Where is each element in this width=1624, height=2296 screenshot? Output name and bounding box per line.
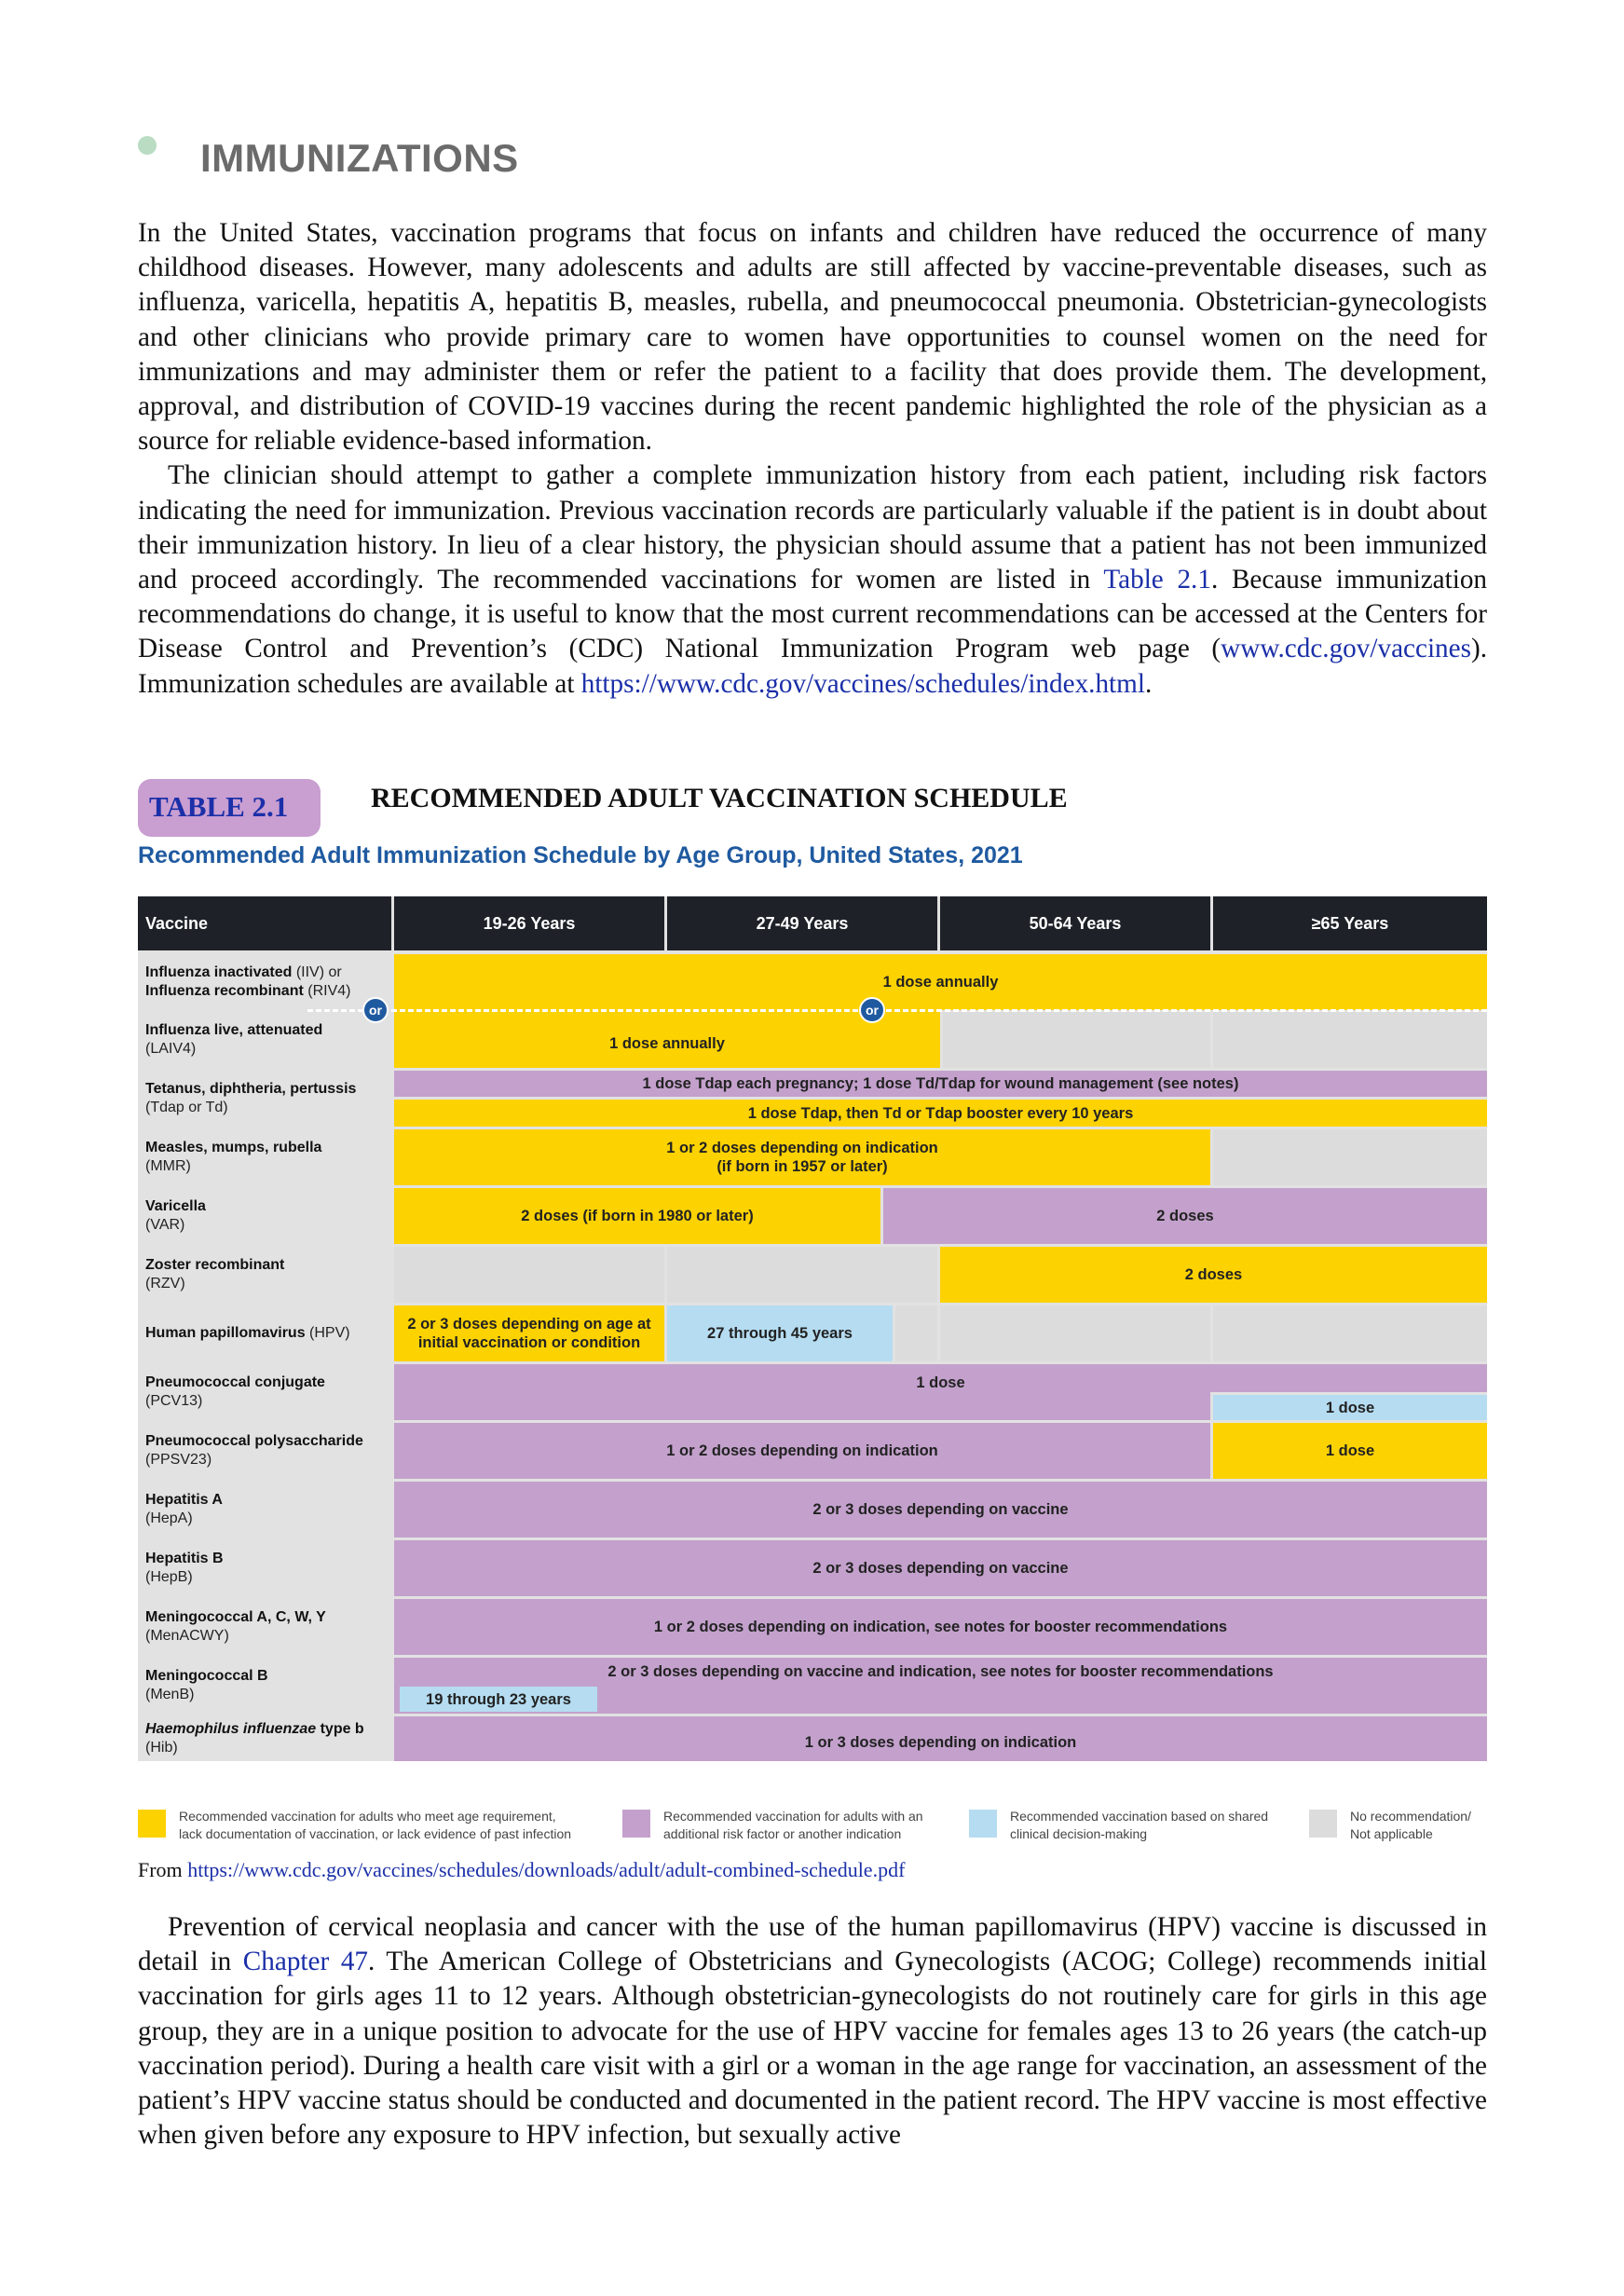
header-vaccine: Vaccine [138, 896, 391, 950]
cell-flu-live-65-na [1213, 1012, 1487, 1068]
flu-dashed-divider [307, 1009, 1487, 1012]
cell-menb-blue: 19 through 23 years [400, 1687, 597, 1712]
cell-flu-inactivated: 1 dose annually [394, 954, 1487, 1010]
cell-hib: 1 or 3 doses depending on indication [394, 1716, 1487, 1761]
paragraph-3: Prevention of cervical neoplasia and cancer with the use of the human papillomavirus (HPV) vaccine is discussed in detail in Chapter 47. The American College of Obstetricians and Gynecologists (ACOG; College) recommends initial vaccination for girls ages 11 to 12 years. Although obstetrician-gynecologists do not routinely care for girls in this age group, they are in a unique position to advocate for the use of HPV vaccine for females ages 13 to 26 years (the catch-up vaccination period). During a health care visit with a girl or a woman in the age range for vaccination, an assessment of the patient’s HPV vaccine status should be conducted and documented in the patient record. The HPV vaccine is most effective when given before any exposure to HPV infection, but sexually active [138, 1912, 1487, 2151]
vaccine-tdap: Tetanus, diphtheria, pertussis (Tdap or Td) [138, 1071, 391, 1127]
cell-varicella-purple: 2 doses [883, 1188, 1487, 1244]
vaccine-ppsv23: Pneumococcal polysaccharide (PPSV23) [138, 1423, 391, 1479]
vaccine-hepb: Hepatitis B (HepB) [138, 1540, 391, 1596]
legend-blue-swatch [969, 1810, 997, 1838]
source-link[interactable]: https://www.cdc.gov/vaccines/schedules/downloads/adult/adult-combined-schedule.pdf [187, 1858, 906, 1881]
legend-gray-swatch [1309, 1810, 1337, 1838]
or-badge-left: or [362, 997, 389, 1023]
cell-zoster-19-26-na [394, 1247, 664, 1303]
vaccine-menb: Meningococcal B (MenB) [138, 1658, 391, 1714]
table-badge-label: TABLE 2.1 [149, 790, 289, 823]
cell-varicella-yellow: 2 doses (if born in 1980 or later) [394, 1188, 880, 1244]
paragraph-2: The clinician should attempt to gather a complete immunization history from each patient, including risk factors indicating the need for immunization. Previous vaccination records are particularly valuable if the patient is in doubt about their immunization history. In lieu of a clear history, the physician should assume that a patient has not been immunized and proceed accordingly. The recommended vaccinations for women are listed in Table 2.1. Because immunization recommendations do change, it is useful to know that the most current recommendations can be accessed at the Centers for Disease Control and Prevention’s (CDC) National Immunization Program web page (www.cdc.gov/vaccines). Immunization schedules are available at https://www.cdc.gov/vaccines/schedules/index.html. [138, 460, 1488, 699]
legend-purple-swatch [622, 1810, 650, 1838]
cell-pcv13-blue: 1 dose [1213, 1395, 1487, 1420]
cell-zoster: 2 doses [940, 1247, 1487, 1303]
cell-menb-purple: 2 or 3 doses depending on vaccine and indication, see notes for booster recommendations [394, 1658, 1487, 1714]
cell-hpv-yellow: 2 or 3 doses depending on age at initial vaccination or condition [394, 1305, 664, 1361]
vaccine-mmr: Measles, mumps, rubella (MMR) [138, 1129, 391, 1185]
vaccine-hepa: Hepatitis A (HepA) [138, 1482, 391, 1538]
vaccine-zoster: Zoster recombinant (RZV) [138, 1247, 391, 1303]
schedule-title: Recommended Adult Immunization Schedule by Age Group, United States, 2021 [138, 842, 1023, 868]
table-caption: RECOMMENDED ADULT VACCINATION SCHEDULE [371, 783, 1068, 813]
or-badge-center: or [859, 997, 885, 1023]
vaccine-hpv: Human papillomavirus (HPV) [138, 1305, 391, 1361]
cell-tdap-booster: 1 dose Tdap, then Td or Tdap booster every 10 years [394, 1100, 1487, 1127]
header-27-49: 27-49 Years [667, 896, 937, 950]
cell-menacwy: 1 or 2 doses depending on indication, see notes for booster recommendations [394, 1599, 1487, 1655]
cell-flu-live-50-64-na [943, 1012, 1210, 1068]
vaccine-influenza-inactivated: Influenza inactivated (IIV) or Influenza recombinant (RIV4) [138, 954, 391, 1010]
section-bullet-icon [138, 136, 157, 155]
cell-hepb: 2 or 3 doses depending on vaccine [394, 1540, 1487, 1596]
table-source: From https://www.cdc.gov/vaccines/schedules/downloads/adult/adult-combined-schedule.pdf [138, 1858, 906, 1881]
cell-mmr-65-na [1213, 1129, 1487, 1185]
header-50-64: 50-64 Years [940, 896, 1210, 950]
cell-hpv-blue: 27 through 45 years [667, 1305, 893, 1361]
cell-flu-live: 1 dose annually [394, 1010, 940, 1068]
vaccine-influenza-live: Influenza live, attenuated (LAIV4) [138, 1012, 391, 1068]
paragraph-1: In the United States, vaccination programs that focus on infants and children have reduced the occurrence of many childhood diseases. However, many adolescents and adults are still affected by vaccine-preventable diseases, such as influenza, varicella, hepatitis A, hepatitis B, measles, rubella, and pneumococcal pneumonia. Obstetrician-gynecologists and other clinicians who provide primary care to women have opportunities to counsel women on the need for immunizations and may administer them or refer the patient to a facility that does provide them. The development, approval, and distribution of COVID-19 vaccines during the recent pandemic highlighted the role of the physician as a source for reliable evidence-based information. [138, 218, 1487, 457]
cell-pcv13-purple-lower [394, 1392, 1210, 1420]
cell-hpv-27-49-na [895, 1305, 937, 1361]
cell-hpv-65-na [1213, 1305, 1487, 1361]
hpv-text [138, 1910, 1487, 2152]
cell-ppsv23-yellow: 1 dose [1213, 1423, 1487, 1479]
vaccine-menacwy: Meningococcal A, C, W, Y (MenACWY) [138, 1599, 391, 1655]
chapter-47-link[interactable]: Chapter 47 [242, 1947, 369, 1977]
cell-mmr: 1 or 2 doses depending on indication (if born in 1957 or later) [394, 1129, 1210, 1185]
vaccine-hib: Haemophilus influenzae type b (Hib) [138, 1716, 391, 1761]
cell-hpv-50-64-na [940, 1305, 1210, 1361]
header-19-26: 19-26 Years [394, 896, 664, 950]
vaccination-schedule-table [138, 896, 1487, 1761]
cell-ppsv23-purple: 1 or 2 doses depending on indication [394, 1423, 1210, 1479]
cell-pcv13-purple: 1 dose [394, 1364, 1487, 1392]
intro-text [138, 216, 1487, 702]
table-2-1-link[interactable]: Table 2.1 [1103, 565, 1211, 595]
vaccine-pcv13: Pneumococcal conjugate (PCV13) [138, 1364, 391, 1420]
header-65-plus: ≥65 Years [1213, 896, 1487, 950]
legend-yellow-swatch [138, 1810, 166, 1838]
section-title: IMMUNIZATIONS [200, 136, 519, 180]
vaccine-varicella: Varicella (VAR) [138, 1188, 391, 1244]
page: IMMUNIZATIONS In the United States, vaccination programs that focus on infants and children have reduced the occurrence of many childhood diseases. However, many adolescents and adults are still affected by vaccine-preventable diseases, such as influenza, varicella, hepatitis A, hepatitis B, measles, rubella, and pneumococcal pneumonia. Obstetrician-gynecologists and other clinicians who provide primary care to women have opportunities to counsel women on the need for immunizations and may administer them or refer the patient to a facility that does provide them. The development, approval, and distribution of COVID-19 vaccines during the recent pandemic highlighted the role of the physician as a source for reliable evidence-based information. The clinician should attempt to gather a complete immunization history from each patient, including risk factors indicating the need for immunization. Previous vaccination records are particularly valuable if the patient is in doubt about their immunization history. In lieu of a clear history, the physician should assume that a patient has not been immunized and proceed accordingly. The recommended vaccinations for women are listed in Table 2.1. Because immunization recommendations do change, it is useful to know that the most current recommendations can be accessed at the Centers for Disease Control and Prevention’s (CDC) National Immunization Program web page (www.cdc.gov/vaccines). Immunization schedules are available at https://www.cdc.gov/vaccines/schedules/index.html. TABLE 2.1 RECOMMENDED ADULT VACCINATION SCHEDULE Recommended Adult Immunization Schedule by Age Group, United States, 2021 Vaccine 19-26 Years 27-49 Years 50-64 Years ≥65 Years Influenza inactivated (IIV) or Influenza recombinant (RIV4) Influenza live, attenuated (LAIV4) 1 dose annually 1 dose annually or or Tetanus, diphtheria, pertussis (Tdap or Td) 1 dose Tdap each pregnancy; 1 dose Td/Tdap for wound management (see notes) 1 dose Tdap, then Td or Tdap booster every 10 years Measles, mumps, rubella (MMR) 1 or 2 doses depending on indication (if born in 1957 or later) Varicella (VAR) 2 doses (if born in 1980 or later) 2 doses Zoster recombinant (RZV) 2 doses Human papillomavirus (HPV) 2 or 3 doses depending on age at initial vaccination or condition 27 through 45 years Pneumococcal conjugate (PCV13) 1 dose 1 dose Pneumococcal polysaccharide (PPSV23) 1 or 2 doses depending on indication 1 dose Hepatitis A (HepA) 2 or 3 doses depending on vaccine Hepatitis B (HepB) 2 or 3 doses depending on vaccine Meningococcal A, C, W, Y (MenACWY) 1 or 2 doses depending on indication, see notes for booster recommendations Meningococcal B (MenB) 2 or 3 doses depending on vaccine and indication, see notes for booster recommendations 19 through 23 years Haemophilus influenzae type b (Hib) 1 or 3 doses depending on indication Recommended vaccination for adults who meet age requirement, lack documentation of vaccination, or lack evidence of past infection Recommended vaccination for adults with an additional risk factor or another indication Recommended vaccination based on shared clinical decision-making No recommendation/ Not applicable From https://www.cdc.gov/vaccines/schedules/downloads/adult/adult-combined-schedule.pdf Prevention of cervical neoplasia and cancer with the use of the human papillomavirus (HPV) vaccine is discussed in detail in Chapter 47. The American College of Obstetricians and Gynecologists (ACOG; College) recommends initial vaccination for girls ages 11 to 12 years. Although obstetrician-gynecologists do not routinely care for girls in this age group, they are in a unique position to advocate for the use of HPV vaccine for females ages 13 to 26 years (the catch-up vaccination period). During a health care visit with a girl or a woman in the age range for vaccination, an assessment of the patient’s HPV vaccine status should be conducted and documented in the patient record. The HPV vaccine is most effective when given before any exposure to HPV infection, but sexually active [0, 0, 1624, 2296]
cell-zoster-27-49-na [667, 1247, 937, 1303]
table-badge [138, 779, 321, 837]
cdc-vaccines-link[interactable]: www.cdc.gov/vaccines [1221, 634, 1471, 664]
cell-hepa: 2 or 3 doses depending on vaccine [394, 1482, 1487, 1538]
schedules-link[interactable]: https://www.cdc.gov/vaccines/schedules/index.html [580, 668, 1145, 699]
cell-tdap-pregnancy: 1 dose Tdap each pregnancy; 1 dose Td/Tdap for wound management (see notes) [394, 1071, 1487, 1097]
